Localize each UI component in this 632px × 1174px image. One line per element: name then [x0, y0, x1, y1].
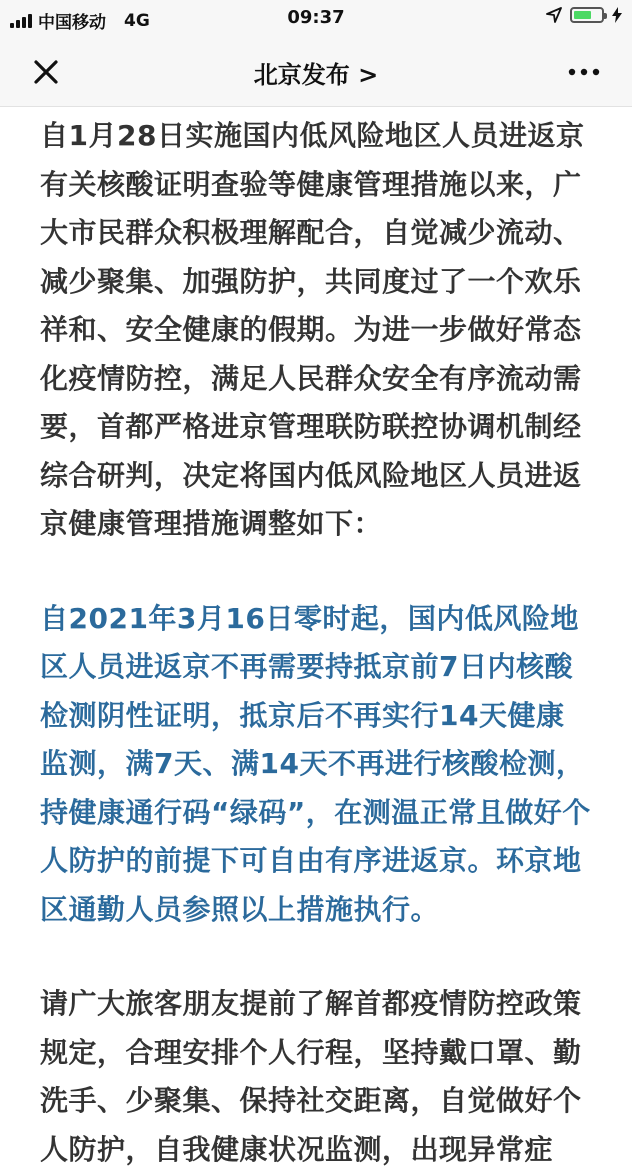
article-paragraph-1: 自1月28日实施国内低风险地区人员进返京有关核酸证明查验等健康管理措施以来，广大市民群众积极理解配合，自觉减少流动、减少聚集、加强防护，共同度过了一个欢乐祥和、安全健康的假期。为进一步做好常态化疫情防控，满足人民群众安全有序流动需要，首都严格进京管理联防联控协调机制经综合研判，决定将国内低风险地区人员进返京健康管理措施调整如下： — [40, 119, 585, 540]
article-paragraph-3: 请广大旅客朋友提前了解首都疫情防控政策规定，合理安排个人行程，坚持戴口罩、勤洗手、少聚集、保持社交距离，自觉做好个人防护，自我健康状况监测，出现异常症 — [40, 987, 582, 1166]
nav-bar — [0, 36, 632, 107]
network-label: 4G — [124, 10, 150, 31]
carrier-label: 中国移动 — [38, 13, 106, 33]
article-content — [40, 106, 592, 1174]
more-icon[interactable] — [564, 58, 604, 86]
status-bar — [0, 0, 632, 36]
status-time: 09:37 — [287, 7, 345, 28]
location-arrow-icon — [546, 7, 562, 23]
article-paragraph-2: 自2021年3月16日零时起，国内低风险地区人员进返京不再需要持抵京前7日内核酸检测阴性证明，抵京后不再实行14天健康监测，满7天、满14天不再进行核酸检测，持健康通行码“绿码”，在测温正常且做好个人防护的前提下可自由有序进返京。环京地区通勤人员参照以上措施执行。 — [40, 601, 591, 926]
status-right — [546, 7, 622, 23]
charging-bolt-icon — [612, 7, 622, 23]
nav-title[interactable]: 北京发布 > — [253, 61, 379, 89]
battery-icon — [570, 7, 604, 23]
